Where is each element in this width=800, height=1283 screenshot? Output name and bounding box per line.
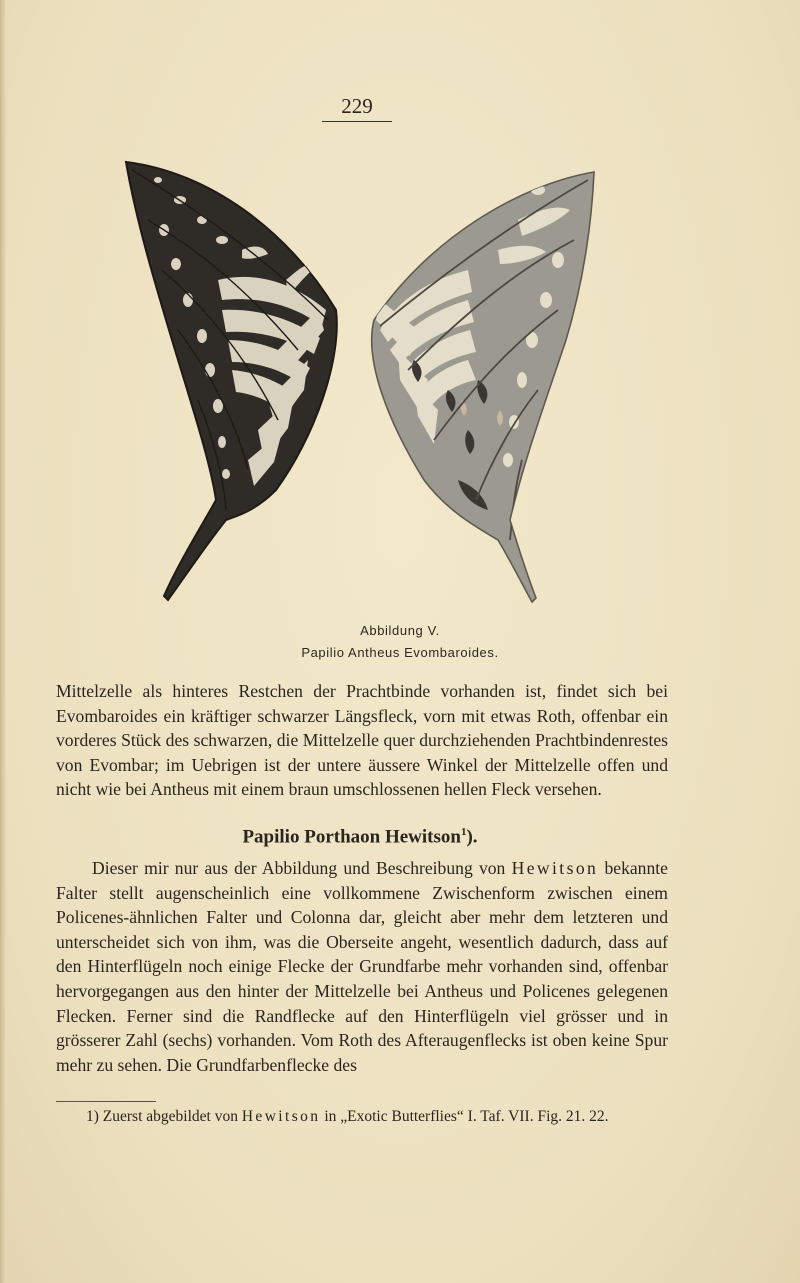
page-number: 229 — [322, 94, 392, 122]
section-heading — [0, 826, 720, 848]
paragraph-2-lead: Dieser mir nur aus der Abbildung und Beschreibung von — [92, 858, 506, 878]
footnote-marker[interactable]: 1 — [460, 826, 467, 838]
body-paragraph-2 — [56, 856, 668, 1077]
footnote-author: Hewitson — [241, 1108, 321, 1125]
section-title-suffix: ). — [466, 826, 478, 848]
figure-caption: Papilio Antheus Evombaroides. — [301, 645, 499, 660]
paragraph-2-text — [56, 856, 668, 1077]
paragraph-2-rest: bekannte Falter stellt augenscheinlich eine vollkommene Zwischenform zwischen einem Policenes-ähnlichen Falter und Colonna dar, gleicht aber mehr dem letzteren und unterscheidet sich von ihm, was die Oberseite angeht, wesentlich dadurch, dass auf den Hinterflügeln noch einige Flecke der Grundfarbe mehr vorhanden sind, offenbar hervorgegangen aus den hinter der Mittelzelle bei Antheus und Policenes gelegenen Flecken. Ferner sind die Randflecke auf den Hinterflügeln viel grösser und in grösserer Zahl (sechs) vorhanden. Vom Roth des Afteraugenflecks ist oben keine Spur mehr zu sehen. Die Grundfarbenflecke des — [56, 858, 668, 1075]
footnote-number: 1) — [86, 1108, 99, 1125]
author-name: Hewitson — [511, 858, 599, 878]
footnote — [56, 1106, 668, 1127]
footnote-divider — [56, 1101, 156, 1102]
butterfly-illustration — [118, 160, 608, 610]
footnote-text — [56, 1106, 668, 1127]
right-wing-underside — [372, 172, 594, 602]
body-paragraph-1 — [56, 679, 668, 802]
footnote-reference: in „Exotic Butterflies“ I. Taf. VII. Fig. 21. 22. — [324, 1108, 609, 1125]
page-binding-edge — [0, 0, 6, 1283]
paragraph-1-text: Mittelzelle als hinteres Restchen der Prachtbinde vorhanden ist, findet sich bei Evombaroides ein kräftiger schwarzer Längsfleck, vorn mit etwas Roth, offenbar ein vorderes Stück des schwarzen, die Mittelzelle quer durchziehenden Prachtbindenrestes von Evombar; im Uebrigen ist der untere äussere Winkel der Mittelzelle offen und nicht wie bei Antheus mit einem braun umschlossenen hellen Fleck versehen. — [56, 681, 668, 800]
figure-label: Abbildung V. — [360, 623, 440, 638]
footnote-lead: Zuerst abgebildet von — [102, 1108, 238, 1125]
left-wing-upperside — [126, 162, 337, 600]
section-title: Papilio Porthaon Hewitson — [242, 826, 461, 848]
